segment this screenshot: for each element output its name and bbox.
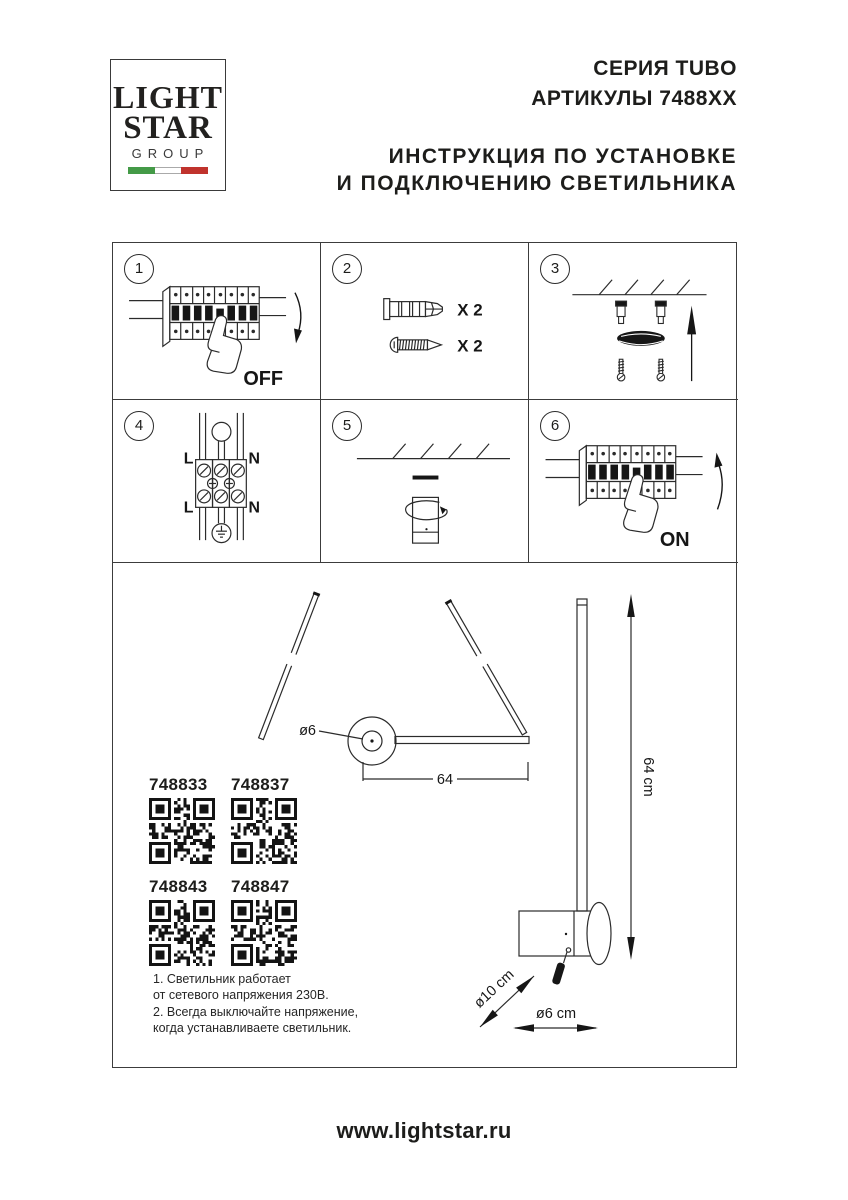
neutral-label-bottom: N xyxy=(248,499,261,517)
logo-word-star: STAR xyxy=(123,110,213,146)
wall-mount-cylinder xyxy=(519,911,591,956)
set-screw xyxy=(566,948,570,952)
article-code: 748847 xyxy=(231,877,290,896)
logo-word-group: GROUP xyxy=(131,146,210,161)
step-1-panel xyxy=(113,243,321,400)
step-6-number: 6 xyxy=(540,411,570,441)
mount-depth-label: ø10 cm xyxy=(471,966,518,1012)
wall-hatching xyxy=(572,280,706,295)
italy-flag-stripe xyxy=(128,167,208,174)
step-1-number: 1 xyxy=(124,254,154,284)
step-4-number: 4 xyxy=(124,411,154,441)
mount-arrowhead-icon xyxy=(687,306,696,335)
note-line: 2. Всегда выключайте напряжение, xyxy=(153,1004,359,1019)
series-name: СЕРИЯ TUBO xyxy=(593,57,737,80)
dowel-drawing xyxy=(384,299,443,320)
document-title-line2: И ПОДКЛЮЧЕНИЮ СВЕТИЛЬНИКА xyxy=(336,172,737,195)
article-code: 748837 xyxy=(231,775,290,794)
article-code: 748843 xyxy=(149,877,208,896)
lamp-tube-top-view xyxy=(395,737,529,744)
screw-qty-label: X 2 xyxy=(457,336,483,356)
step-5-panel xyxy=(321,400,529,563)
qr-code-image xyxy=(231,798,297,864)
neutral-label-top: N xyxy=(248,450,261,468)
line-label-top: L xyxy=(183,450,194,468)
qr-item xyxy=(231,775,297,864)
dowel-qty-label: X 2 xyxy=(457,300,483,320)
qr-code-image xyxy=(149,900,215,966)
note-line: от сетевого напряжения 230В. xyxy=(153,988,329,1003)
safety-notes xyxy=(153,971,358,1037)
swivel-tube-left xyxy=(258,591,321,740)
mounting-plate xyxy=(617,331,665,346)
article-qr-grid xyxy=(149,775,297,966)
on-arrowhead-icon xyxy=(715,453,723,468)
on-arrow xyxy=(717,464,722,510)
length-label: 64 xyxy=(436,772,454,788)
breaker-toggles xyxy=(172,306,258,324)
step-5-number: 5 xyxy=(332,411,362,441)
wall-hatching xyxy=(357,444,510,459)
lightstar-logo xyxy=(110,59,226,191)
off-arrowhead-icon xyxy=(294,328,302,343)
step-4-panel xyxy=(113,400,321,563)
qr-item xyxy=(231,877,297,966)
height-label: 64 cm xyxy=(640,757,656,797)
wall-bracket xyxy=(413,476,439,480)
instruction-grid xyxy=(112,242,737,1068)
pointing-hand xyxy=(624,475,658,533)
document-title-line1: ИНСТРУКЦИЯ ПО УСТАНОВКЕ xyxy=(388,145,737,168)
screw-pair xyxy=(617,359,664,381)
website-url: www.lightstar.ru xyxy=(336,1118,512,1143)
off-label: OFF xyxy=(243,368,284,391)
dimensions-panel xyxy=(113,563,738,1069)
tube-diameter-label: ø6 xyxy=(299,723,316,739)
line-label-bottom: L xyxy=(183,499,194,517)
article-code: 748833 xyxy=(149,775,208,794)
breaker-toggles xyxy=(588,465,674,483)
note-line: когда устанавливаете светильник. xyxy=(153,1021,352,1036)
logo-word-light: LIGHT xyxy=(113,79,223,115)
terminal-block-drawing xyxy=(196,413,247,543)
step-6-panel xyxy=(529,400,738,563)
screw-drawing xyxy=(390,337,441,352)
lamp-tube-side-view xyxy=(577,599,587,911)
pointing-hand xyxy=(207,316,241,374)
step-3-number: 3 xyxy=(540,254,570,284)
swivel-tube-right xyxy=(445,599,528,735)
qr-code-image xyxy=(149,798,215,864)
note-line: 1. Светильник работает xyxy=(153,972,291,986)
qr-item xyxy=(149,877,215,966)
document-title xyxy=(337,143,737,197)
screwdriver-handle xyxy=(552,962,566,985)
mount-diameter-label: ø6 cm xyxy=(535,1006,577,1022)
off-arrow xyxy=(295,293,301,334)
on-label: ON xyxy=(659,529,690,552)
rotate-arrowhead-icon xyxy=(440,506,446,514)
step-2-number: 2 xyxy=(332,254,362,284)
dowel-pair xyxy=(616,301,667,323)
header-titles xyxy=(337,56,737,197)
lamp-base-drawing xyxy=(406,497,447,543)
step-3-panel xyxy=(529,243,738,400)
qr-code-image xyxy=(231,900,297,966)
articles-number: АРТИКУЛЫ 7488XX xyxy=(531,87,737,110)
step-2-panel xyxy=(321,243,529,400)
qr-item xyxy=(149,775,215,864)
